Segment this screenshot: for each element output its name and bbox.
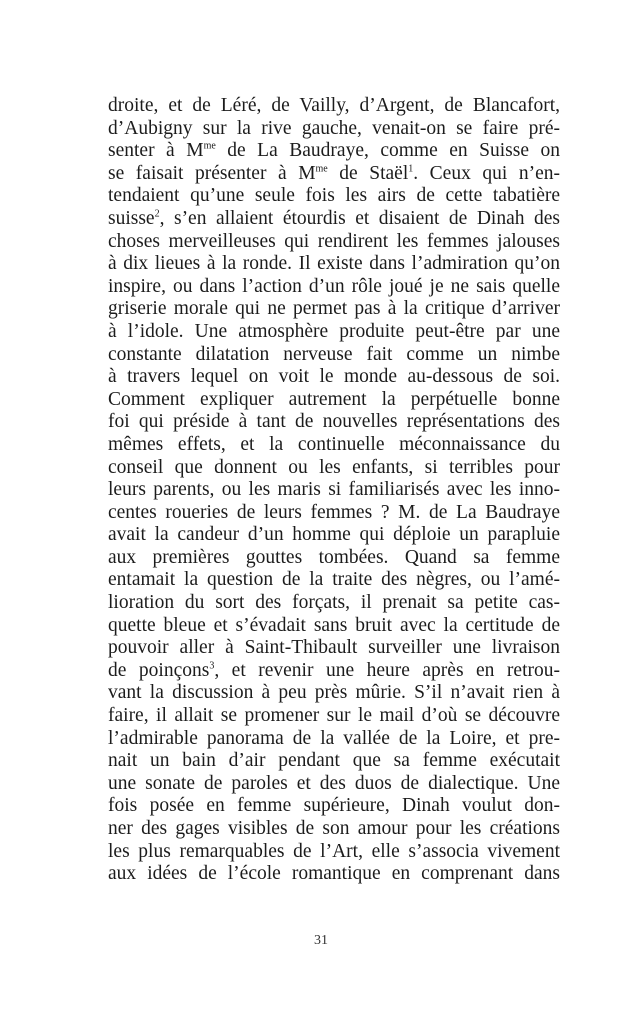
text-line [108, 682, 560, 705]
text-line [108, 95, 560, 118]
text-run: droite, et de Léré, de Vailly, d’Argent, de Blancafort, [108, 95, 560, 116]
text-line [108, 841, 560, 864]
text-run: faire, il allait se promener sur le mail d’où se découvre [108, 705, 560, 727]
body-text [108, 95, 560, 886]
text-run: de La Baudraye, comme en Suisse on [215, 140, 560, 162]
text-run: choses merveilleuses qui rendirent les femmes jalouses [108, 230, 560, 252]
text-line [108, 773, 560, 796]
text-run: senter à M [108, 140, 204, 162]
text-line [108, 728, 560, 751]
text-run: de poinçons [108, 659, 210, 681]
text-line [108, 615, 560, 638]
text-run: pouvoir aller à Saint-Thibault surveiller une livraison [108, 637, 560, 659]
text-run: leurs parents, ou les maris si familiarisés avec les inno- [108, 479, 560, 501]
text-run: de Staël [327, 162, 409, 184]
text-run: à dix lieues à la ronde. Il existe dans l’admiration qu’on [108, 253, 560, 275]
text-run: , s’en allaient étourdis et disaient de Dinah des [159, 207, 560, 229]
text-line [108, 434, 560, 457]
text-run: nait un bain d’air pendant que sa femme exécutait [108, 750, 560, 772]
text-line [108, 298, 560, 321]
text-line [108, 276, 560, 299]
text-run: d’Aubigny sur la rive gauche, venait-on se faire pré- [108, 117, 560, 139]
text-line [108, 660, 560, 683]
text-run: avait la candeur d’un homme qui déploie un parapluie [108, 524, 560, 546]
text-line [108, 457, 560, 480]
text-line [108, 502, 560, 525]
text-line [108, 637, 560, 660]
text-run: à travers lequel on voit le monde au-dessous de soi. [108, 366, 560, 388]
text-line [108, 863, 560, 886]
text-run: mêmes effets, et la continuelle méconnaissance du [108, 433, 560, 455]
text-line [108, 750, 560, 773]
superscript: 1 [408, 163, 414, 175]
text-run: suisse [108, 207, 155, 229]
text-run: aux premières gouttes tombées. Quand sa femme [108, 546, 560, 568]
text-run: centes roueries de leurs femmes ? M. de La Baudraye [108, 501, 560, 523]
text-run: griserie morale qui ne permet pas à la critique d’arriver [108, 298, 560, 320]
text-run: inspire, ou dans l’action d’un rôle joué je ne sais quelle [108, 275, 560, 297]
text-line [108, 366, 560, 389]
text-line [108, 411, 560, 434]
text-line [108, 208, 560, 231]
text-line [108, 253, 560, 276]
text-run: Comment expliquer autrement la perpétuelle bonne [108, 388, 560, 410]
text-run: aux idées de l’école romantique en comprenant dans [108, 863, 560, 885]
text-run: quette bleue et s’évadait sans bruit avec la certitude de [108, 614, 560, 636]
text-run: foi qui préside à tant de nouvelles représentations des [108, 411, 560, 433]
text-run: tendaient qu’une seule fois les airs de cette tabatière [108, 185, 560, 207]
text-run: l’admirable panorama de la vallée de la Loire, et pre- [108, 727, 560, 749]
text-run: se faisait présenter à M [108, 162, 316, 184]
text-line [108, 795, 560, 818]
text-run: . Ceux qui n’en- [413, 162, 560, 184]
text-line [108, 818, 560, 841]
text-line [108, 547, 560, 570]
text-run: fois posée en femme supérieure, Dinah voulut don- [108, 795, 560, 817]
page-number: 31 [314, 933, 328, 948]
text-run: conseil que donnent ou les enfants, si terribles pour [108, 456, 560, 478]
text-line [108, 140, 560, 163]
text-line [108, 569, 560, 592]
text-run: constante dilatation nerveuse fait comme un nimbe [108, 343, 560, 365]
text-run: vant la discussion à peu près mûrie. S’il n’avait rien à [108, 682, 560, 704]
text-run: à l’idole. Une atmosphère produite peut-être par une [108, 320, 560, 342]
text-run: lioration du sort des forçats, il prenait sa petite cas- [108, 592, 560, 614]
superscript: me [315, 163, 328, 175]
text-line [108, 344, 560, 367]
text-line [108, 524, 560, 547]
text-line [108, 118, 560, 141]
text-line [108, 321, 560, 344]
text-line [108, 389, 560, 412]
text-line [108, 592, 560, 615]
text-run: ner des gages visibles de son amour pour les créations [108, 818, 560, 839]
superscript: 2 [154, 208, 160, 220]
text-line [108, 705, 560, 728]
text-line [108, 479, 560, 502]
text-run: une sonate de paroles et des duos de dialectique. Une [108, 772, 560, 794]
text-run: entamait la question de la traite des nègres, ou l’amé- [108, 569, 560, 591]
text-line [108, 185, 560, 208]
superscript: me [203, 140, 216, 152]
text-line [108, 163, 560, 186]
text-run: les plus remarquables de l’Art, elle s’associa vivement [108, 840, 560, 862]
text-line [108, 231, 560, 254]
superscript: 3 [209, 660, 215, 672]
text-run: , et revenir une heure après en retrou- [214, 659, 560, 681]
